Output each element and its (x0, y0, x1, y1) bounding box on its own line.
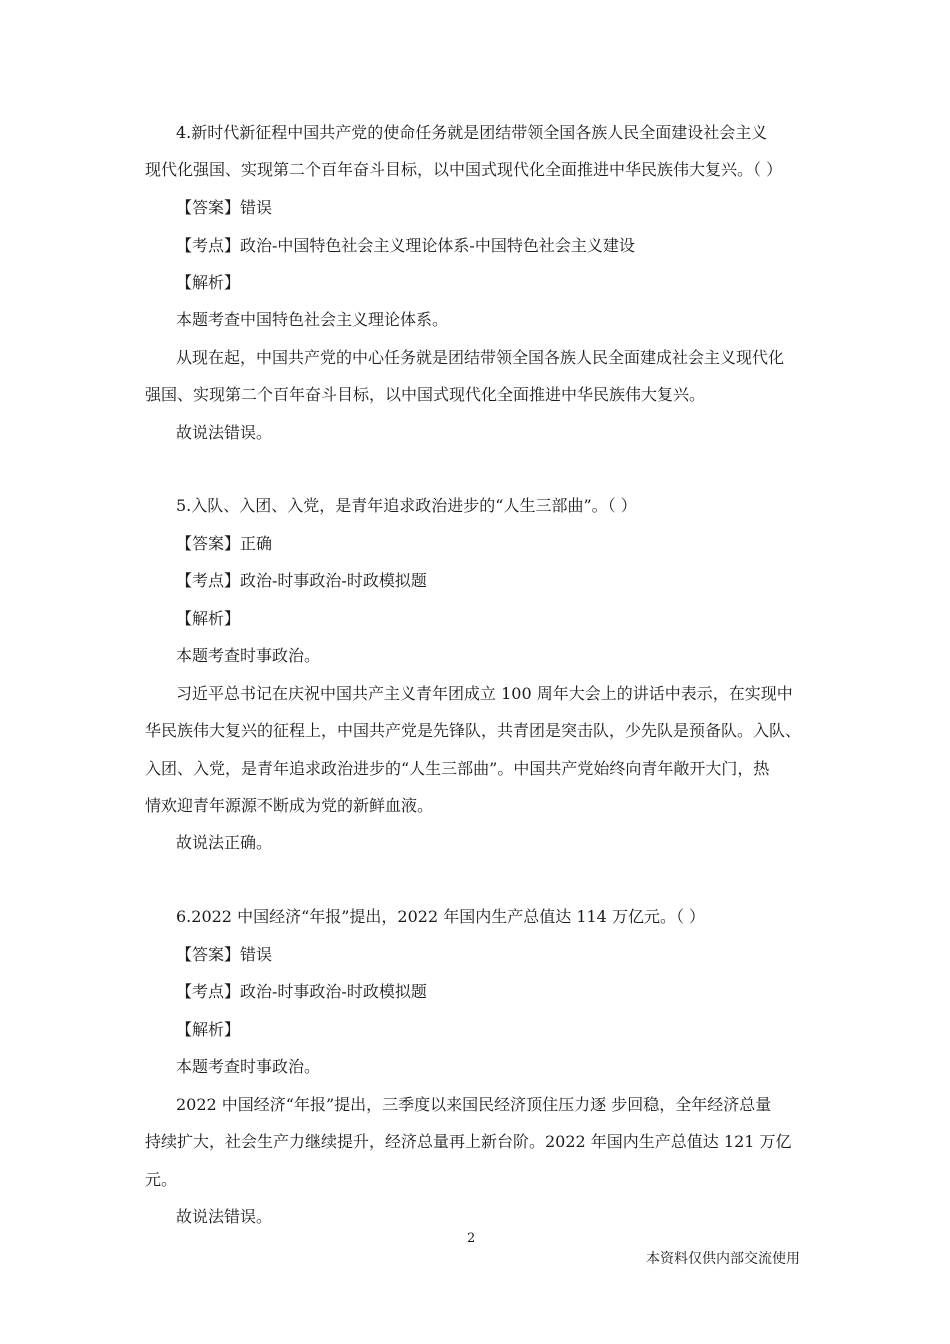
question-6-stem: 6.2022 中国经济“年报”提出，2022 年国内生产总值达 114 万亿元。（ ） (176, 907, 706, 926)
question-6-topic: 【考点】政治-时事政治-时政模拟题 (176, 982, 427, 1001)
page-number: 2 (467, 1231, 476, 1246)
question-5-analysis-line-1: 习近平总书记在庆祝中国共产主义青年团成立 100 周年大会上的讲话中表示，在实现中 (176, 684, 793, 703)
question-6-analysis-intro: 本题考查时事政治。 (176, 1057, 321, 1076)
question-6-conclusion: 故说法错误。 (176, 1207, 273, 1226)
question-6-analysis-line-2: 持续扩大，社会生产力继续提升，经济总量再上新台阶。2022 年国内生产总值达 121 万亿 (145, 1132, 792, 1151)
footer-note: 本资料仅供内部交流使用 (646, 1251, 800, 1267)
question-5-analysis-label: 【解析】 (176, 609, 241, 628)
question-5-analysis-line-2: 华民族伟大复兴的征程上，中国共产党是先锋队，共青团是突击队，少先队是预备队。入队、 (145, 721, 802, 740)
question-5-analysis-line-4: 情欢迎青年源源不断成为党的新鲜血液。 (145, 796, 434, 815)
question-4-stem-line-1: 4.新时代新征程中国共产党的使命任务就是团结带领全国各族人民全面建设社会主义 (176, 123, 768, 142)
question-6-answer: 【答案】错误 (176, 945, 273, 964)
question-4-analysis-line-1: 从现在起，中国共产党的中心任务就是团结带领全国各族人民全面建成社会主义现代化 (176, 348, 785, 367)
question-5-stem: 5.入队、入团、入党，是青年追求政治进步的“人生三部曲”。（ ） (176, 496, 637, 515)
question-6-analysis-line-3: 元。 (145, 1170, 178, 1189)
question-4-analysis-label: 【解析】 (176, 273, 241, 292)
question-6-analysis-line-1: 2022 中国经济“年报”提出，三季度以来国民经济顶住压力逐 步回稳，全年经济总量 (176, 1095, 772, 1114)
question-5-analysis-intro: 本题考查时事政治。 (176, 646, 321, 665)
question-5-topic: 【考点】政治-时事政治-时政模拟题 (176, 571, 427, 590)
question-6-analysis-label: 【解析】 (176, 1020, 241, 1039)
question-4-analysis-intro: 本题考查中国特色社会主义理论体系。 (176, 310, 449, 329)
question-5-conclusion: 故说法正确。 (176, 833, 273, 852)
question-4-topic: 【考点】政治-中国特色社会主义理论体系-中国特色社会主义建设 (176, 236, 635, 255)
question-5-analysis-line-3: 入团、入党，是青年追求政治进步的“人生三部曲”。中国共产党始终向青年敞开大门，热 (145, 759, 770, 778)
question-4-conclusion: 故说法错误。 (176, 423, 273, 442)
question-5-answer: 【答案】正确 (176, 534, 273, 553)
question-4-analysis-line-2: 强国、实现第二个百年奋斗目标，以中国式现代化全面推进中华民族伟大复兴。 (145, 385, 706, 404)
question-4-stem-line-2: 现代化强国、实现第二个百年奋斗目标，以中国式现代化全面推进中华民族伟大复兴。（ ） (145, 160, 783, 179)
question-4-answer: 【答案】错误 (176, 198, 273, 217)
